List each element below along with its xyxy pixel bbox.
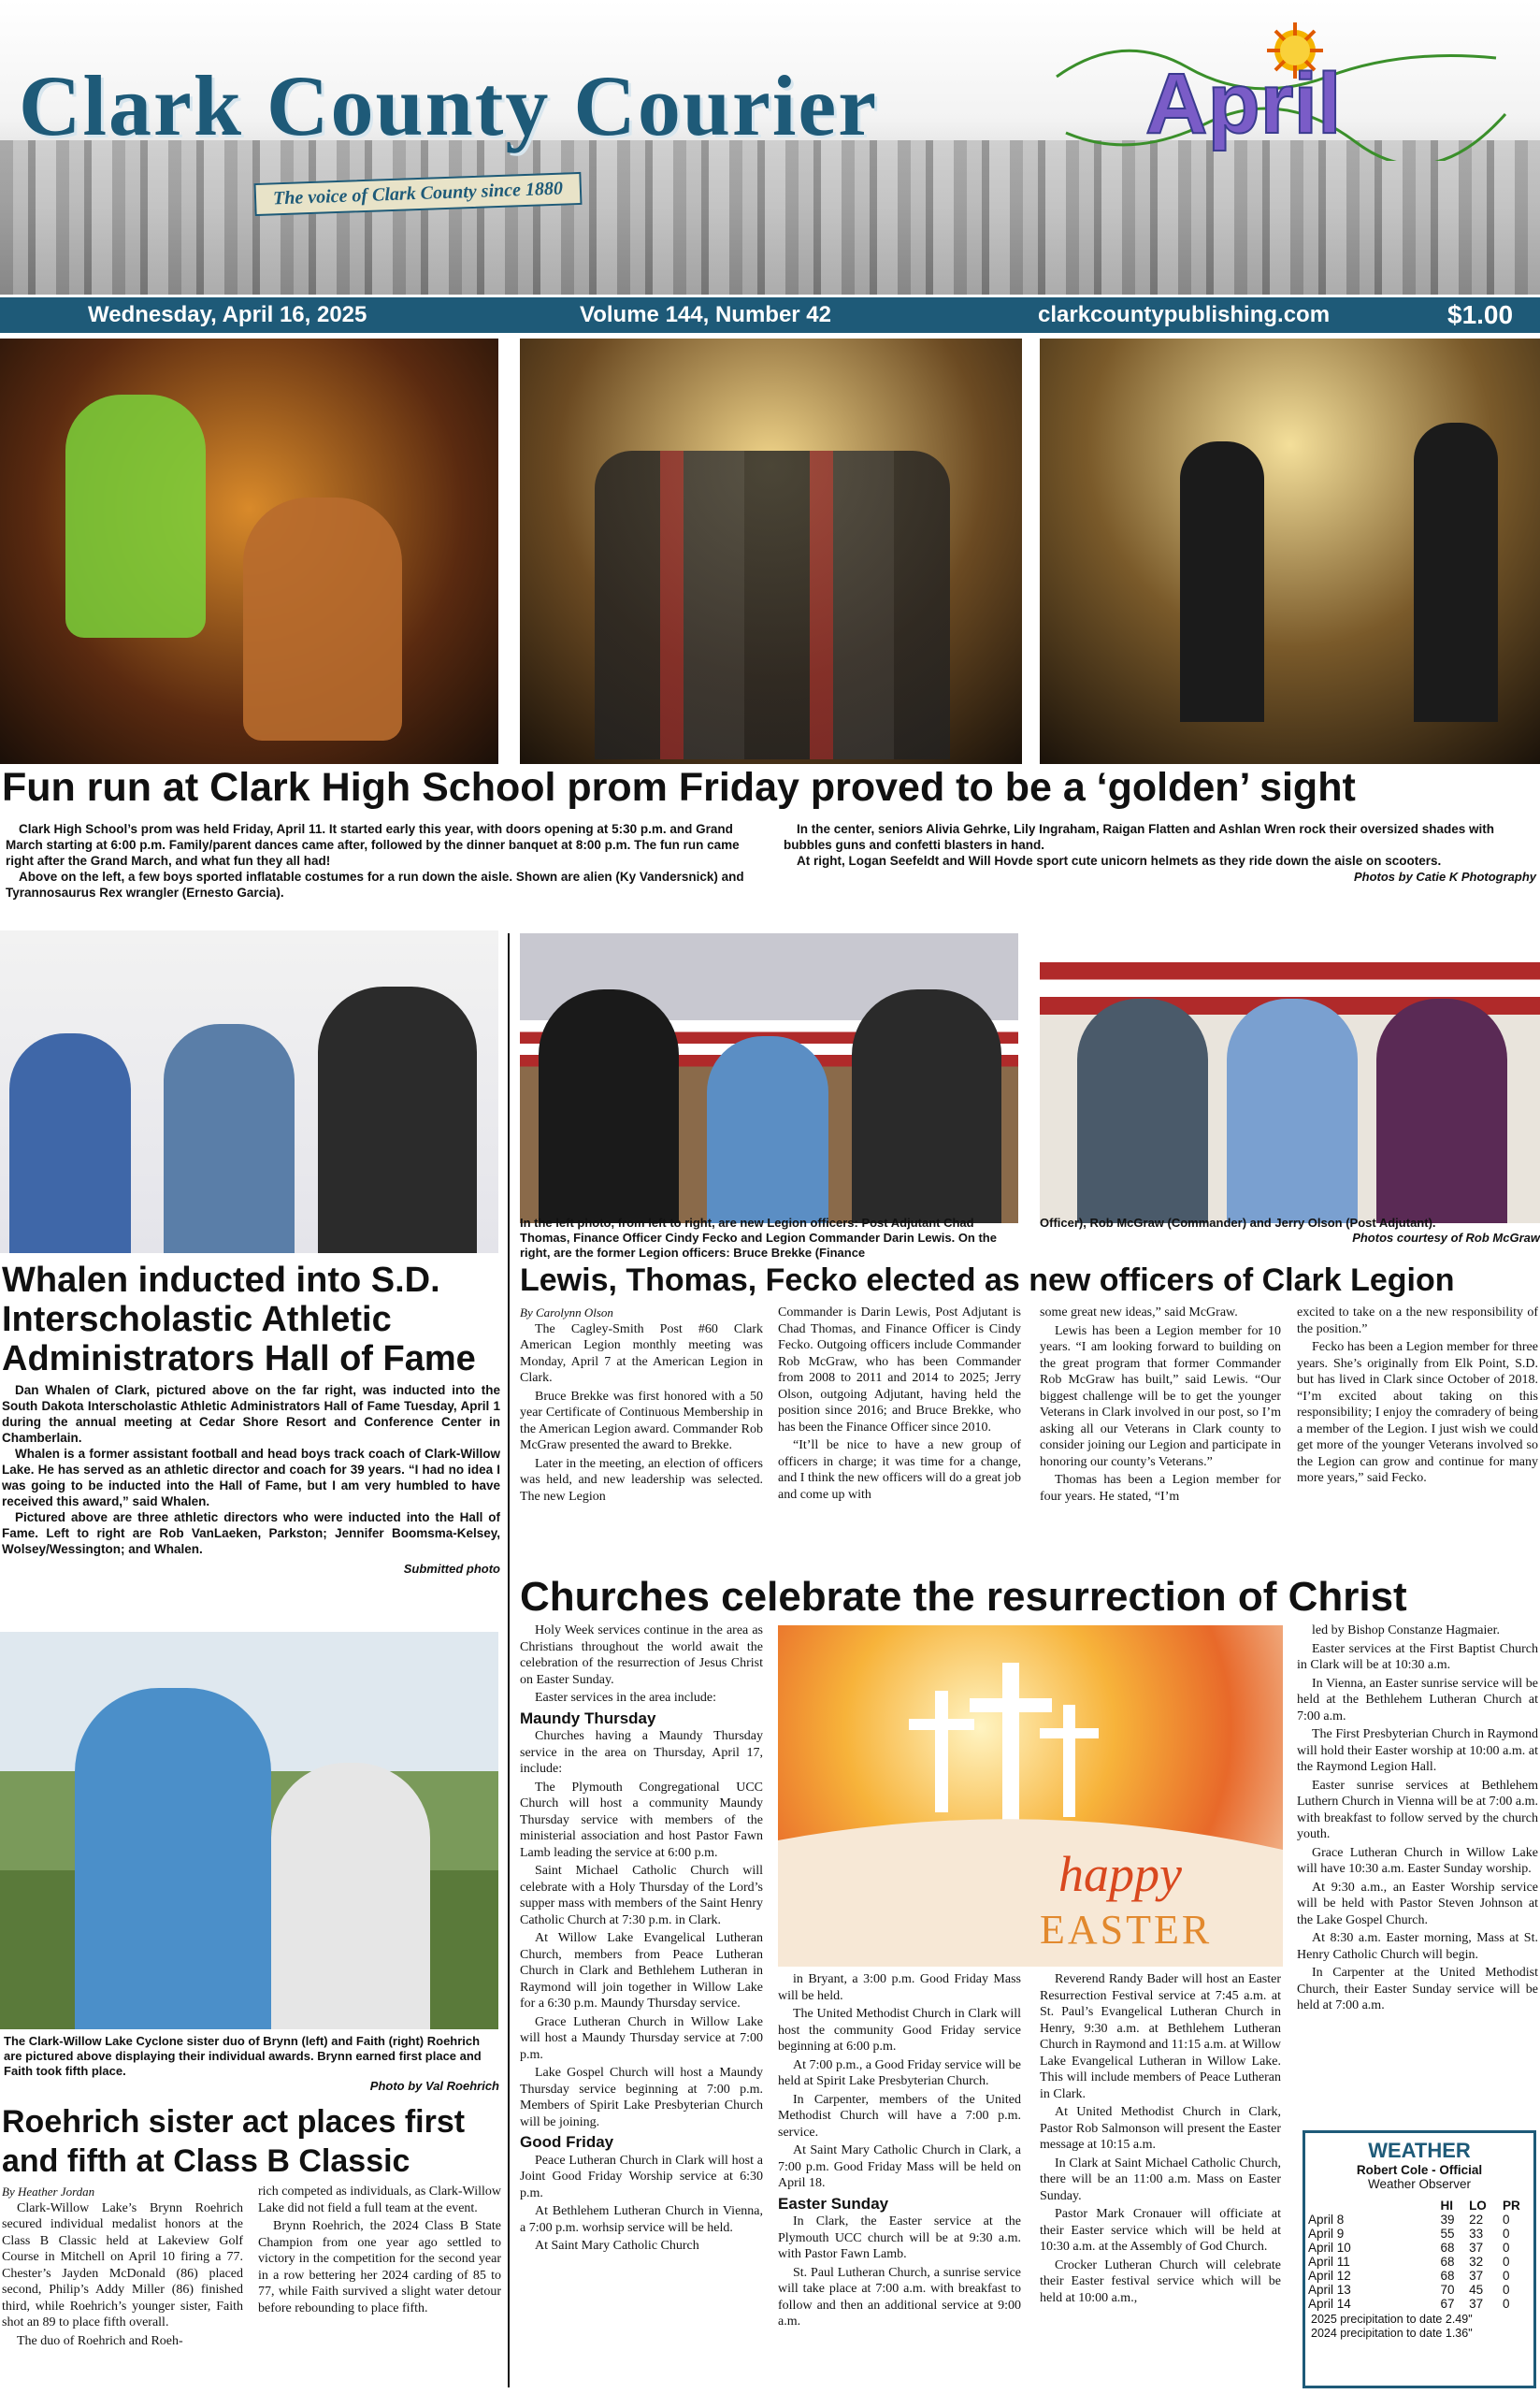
student-silhouette-1	[1180, 441, 1264, 722]
church-paragraph: The United Methodist Church in Clark will host the community Good Friday service beginning at 6:00 p.m.	[778, 2007, 1021, 2054]
church-paragraph: Lake Gospel Church will host a Maundy Thursday service beginning at 7:00 p.m. Members of Spirit Lake Presbyterian Church will be joining.	[520, 2066, 763, 2129]
legion-col2-p1: Commander is Darin Lewis, Post Adjutant is Chad Thomas, and Finance Officer is Cindy Fecko. Outgoing officers include Commander Rob McGraw, who has been Commander from 2008 to 2011 and 2014 to 2025; Jerry Olson, outgoing Adjutant, having held the position since 2016; and Bruce Brekke, who has been the Finance Officer since 2010.	[778, 1305, 1021, 1435]
easter-illustration	[778, 1625, 1283, 1967]
church-paragraph: At 8:30 a.m. Easter morning, Mass at St. Henry Catholic Church will begin.	[1297, 1931, 1538, 1962]
church-paragraph: At Willow Lake Evangelical Lutheran Church, members from Peace Lutheran Church in Clark and Bethlehem Lutheran in Raymond will join together in Willow Lake for a 6:30 p.m. Maundy Thursday service.	[520, 1931, 763, 2011]
column-rule	[508, 933, 510, 2387]
easter-happy-text: happy	[1058, 1846, 1182, 1902]
whalen-p2: Whalen is a former assistant football and head boys track coach of Clark-Willow Lake. He has served as an athletic director and coach for 39 years. “I had no idea I was going to be inducted into the Hall of Fame, but I am very humbled to have received this award,” said Whalen.	[2, 1447, 500, 1508]
golf-caption-text: The Clark-Willow Lake Cyclone sister duo of Brynn (left) and Faith (right) Roehrich are pictured above displaying their individual awards. Brynn earned first place and Faith took fifth place.	[4, 2034, 482, 2078]
church-paragraph: led by Bishop Constanze Hagmaier.	[1312, 1623, 1501, 1637]
weather-day: April 13	[1308, 2283, 1351, 2297]
weather-lo: 37	[1469, 2269, 1484, 2283]
easter-word-text: EASTER	[1040, 1907, 1213, 1953]
officer-2	[707, 1036, 828, 1223]
legion-col2	[778, 1305, 1021, 1505]
church-paragraph: Pastor Mark Cronauer will officiate at their Easter service which will be held at 10:30 a.m. at the Assembly of God Church.	[1040, 2207, 1281, 2254]
legion-photo-former-officers	[1040, 933, 1540, 1223]
weather-pr: 0	[1503, 2269, 1510, 2283]
weather-pr: 0	[1503, 2227, 1510, 2241]
whalen-body	[2, 1382, 500, 1577]
church-paragraph: Easter services in the area include:	[535, 1691, 716, 1705]
weather-day: April 11	[1308, 2255, 1350, 2269]
weather-day: April 9	[1308, 2227, 1345, 2241]
church-paragraph: Grace Lutheran Church in Willow Lake will have 10:30 a.m. Easter Sunday worship.	[1297, 1845, 1538, 1876]
former-officer-3	[1376, 999, 1507, 1223]
weather-day: April 12	[1308, 2269, 1351, 2283]
prom-credit: Photos by Catie K Photography	[1353, 870, 1536, 884]
golf-col1-p2: The duo of Roehrich and Roeh-	[17, 2333, 183, 2348]
legion-col4-p1: excited to take on a the new responsibility of the position.”	[1297, 1305, 1538, 1336]
legion-col1	[520, 1305, 763, 1507]
price: $1.00	[1447, 300, 1514, 329]
legion-caption-right-text: Officer), Rob McGraw (Commander) and Jerry Olson (Post Adjutant).	[1040, 1216, 1436, 1230]
legion-col1-p1: The Cagley-Smith Post #60 Clark American Legion monthly meeting was Monday, April 7 at the American Legion in Clark.	[520, 1321, 763, 1385]
legion-col4-p2: Fecko has been a Legion member for three years. She’s originally from Elk Point, S.D. but has lived in Clark since October of 2018. “I’m excited about taking on this responsibility; I enjoy the comradery of being a member of the Legion. I just wish we could get more of the younger Veterans involved so the Legion can grow and continue for many more years,” said Fecko.	[1297, 1340, 1538, 1485]
weather-lo: 45	[1469, 2283, 1484, 2297]
church-paragraph: At Saint Mary Catholic Church in Clark, a 7:00 p.m. Good Friday Mass will be held on April 18.	[778, 2143, 1021, 2190]
legion-credit: Photos courtesy of Rob McGraw	[1352, 1231, 1540, 1245]
church-paragraph: At 9:30 a.m., an Easter Worship service will be held with Pastor Steven Johnson at the Lake Gospel Church.	[1297, 1880, 1538, 1927]
church-paragraph: in Bryant, a 3:00 p.m. Good Friday Mass will be held.	[778, 1972, 1021, 2003]
brynn-silhouette	[75, 1688, 271, 2029]
legion-col3	[1040, 1305, 1281, 1507]
weather-row	[1305, 2241, 1533, 2255]
weather-row	[1305, 2227, 1533, 2241]
prom-caption-left	[6, 821, 761, 901]
golf-col1	[2, 2184, 243, 2351]
former-officer-1	[1077, 999, 1208, 1223]
golf-byline: By Heather Jordan	[2, 2185, 95, 2199]
church-paragraph: In Vienna, an Easter sunrise service will be held at the Bethlehem Lutheran Church at 7:00 a.m.	[1297, 1676, 1538, 1723]
weather-day: April 10	[1308, 2241, 1351, 2255]
weather-lo: 33	[1469, 2227, 1484, 2241]
church-subhead: Maundy Thursday	[520, 1709, 656, 1727]
golf-col2-p1: rich competed as individuals, as Clark-Willow Lake did not field a full team at the event.	[258, 2185, 501, 2215]
inductee-2	[164, 1024, 295, 1253]
prom-caption-right-p2: At right, Logan Seefeldt and Will Hovde sport cute unicorn helmets as they ride down the aisle on scooters.	[797, 854, 1442, 868]
golf-col2-p2: Brynn Roehrich, the 2024 Class B State Champion from one year ago settled to victory in the competition for the second year in a row bettering her 2024 carding of 85 to 77, while Faith survived a slight water detour before rebounding to place fifth.	[258, 2219, 501, 2315]
church-paragraph: In Carpenter at the United Methodist Church, their Easter Sunday service will be held at 7:00 a.m.	[1297, 1966, 1538, 2012]
weather-hi: 39	[1440, 2213, 1455, 2227]
april-month-art	[1047, 21, 1515, 161]
seniors-group-shape	[595, 451, 950, 759]
churches-col4	[1297, 1622, 1538, 2016]
inductee-3	[318, 987, 477, 1253]
churches-col1	[520, 1622, 763, 2257]
church-paragraph: Grace Lutheran Church in Willow Lake will host a Maundy Thursday service at 7:00 p.m.	[520, 2014, 763, 2062]
church-paragraph: St. Paul Lutheran Church, a sunrise service will take place at 7:00 a.m. with breakfast to follow and then an additional service at 9:00 a.m.	[778, 2265, 1021, 2329]
weather-hi: 67	[1440, 2297, 1455, 2311]
weather-pr: 0	[1503, 2283, 1510, 2297]
weather-pr: 0	[1503, 2297, 1510, 2311]
church-paragraph: Churches having a Maundy Thursday service in the area on Thursday, April 17, include:	[520, 1729, 763, 1776]
weather-header-pr: PR	[1503, 2199, 1520, 2213]
whalen-p3: Pictured above are three athletic directors who were inducted into the Hall of Fame. Left to right are Rob VanLaeken, Parkston; Jennifer Boomsma-Kelsey, Wolsey/Wessington; and Whalen.	[2, 1510, 500, 1556]
issue-date: Wednesday, April 16, 2025	[88, 302, 367, 327]
church-paragraph: Crocker Lutheran Church will celebrate their Easter festival service which will be held at 10:00 a.m.,	[1040, 2257, 1281, 2305]
inductee-1	[9, 1033, 131, 1253]
weather-hi: 68	[1440, 2255, 1455, 2269]
legion-photo-new-officers	[520, 933, 1018, 1223]
april-letters: April	[1145, 56, 1342, 151]
church-paragraph: Easter services at the First Baptist Church in Clark will be at 10:30 a.m.	[1297, 1641, 1538, 1672]
church-subhead: Easter Sunday	[778, 2194, 889, 2213]
legion-col2-p2: “It’ll be nice to have a new group of officers in charge; it was time for a change, and I think the new officers will do a great job and come up with	[778, 1438, 1021, 1502]
churches-col3	[1040, 1971, 1281, 2308]
church-paragraph: The Plymouth Congregational UCC Church will host a community Maundy Thursday service with members of the ministerial association and host Pastor Fawn Lamb leading the service at 6:00 p.m.	[520, 1780, 763, 1860]
tagline: The voice of Clark County since 1880	[253, 172, 582, 216]
legion-col1-p3: Later in the meeting, an election of officers was held, and new leadership was selected. The new Legion	[520, 1456, 763, 1504]
church-paragraph: The First Presbyterian Church in Raymond will hold their Easter worship at 10:00 a.m. at the Raymond Legion Hall.	[1297, 1727, 1538, 1774]
website-link[interactable]: clarkcountypublishing.com	[1038, 302, 1331, 327]
officer-3	[852, 989, 1001, 1223]
weather-pr: 0	[1503, 2241, 1510, 2255]
weather-header-hi: HI	[1440, 2199, 1454, 2213]
church-paragraph: Peace Lutheran Church in Clark will host a Joint Good Friday Worship service at 6:30 p.m.	[520, 2153, 763, 2200]
prom-caption-right	[784, 821, 1536, 885]
weather-row	[1305, 2213, 1533, 2227]
legion-col1-p2: Bruce Brekke was first honored with a 50 year Certificate of Continuous Membership in the American Legion award. Commander Rob McGraw presented the award to Brekke.	[520, 1389, 763, 1452]
churches-headline: Churches celebrate the resurrection of Christ	[520, 1574, 1407, 1620]
weather-lo: 37	[1469, 2297, 1484, 2311]
issue-volume: Volume 144, Number 42	[580, 302, 831, 327]
precip-2025-label: 2025 precipitation to date	[1311, 2313, 1443, 2326]
precip-2024-value: 1.36"	[1445, 2327, 1473, 2340]
weather-day: April 14	[1308, 2297, 1351, 2311]
dinosaur-costume-shape	[243, 498, 402, 741]
weather-header-lo: LO	[1469, 2199, 1487, 2213]
church-paragraph: At Saint Mary Catholic Church	[535, 2239, 699, 2253]
weather-hi: 70	[1440, 2283, 1455, 2297]
church-paragraph: Reverend Randy Bader will host an Easter Resurrection Festival service at 7:45 a.m. at St. Paul’s Evangelical Lutheran Church in Henry, 9:30 a.m. at Bethlehem Lutheran Church in Raymond and 11:15 a.m. at Willow Lake Evangelical Lutheran in Willow Lake. This will include members of Peace Lutheran in Clark.	[1040, 1972, 1282, 2101]
weather-row	[1305, 2297, 1533, 2311]
precip-2025-value: 2.49"	[1445, 2313, 1473, 2326]
prom-caption-left-p2: Above on the left, a few boys sported inflatable costumes for a run down the aisle. Shown are alien (Ky Vandersnick) and Tyrannosaurus Rex wrangler (Ernesto Garcia).	[6, 870, 744, 900]
legion-caption-right	[1040, 1216, 1540, 1246]
newspaper-title: Clark County Courier	[19, 58, 879, 153]
weather-title: WEATHER	[1368, 2139, 1471, 2162]
whalen-headline: Whalen inducted into S.D. Interscholastic Athletic Administrators Hall of Fame	[2, 1261, 476, 1378]
weather-lo: 22	[1469, 2213, 1484, 2227]
weather-precip-2024	[1311, 2327, 1528, 2341]
legion-caption-left: In the left photo, from left to right, are new Legion officers: Post Adjutant Chad Thomas, Finance Officer Cindy Fecko and Legion Commander Darin Lewis. On the right, are the former Legion officers: Bruce Brekke (Finance	[520, 1216, 997, 1260]
weather-hi: 68	[1440, 2269, 1455, 2283]
weather-observer: Robert Cole - Official	[1356, 2163, 1483, 2177]
golf-col2	[258, 2184, 501, 2318]
legion-headline: Lewis, Thomas, Fecko elected as new officers of Clark Legion	[520, 1262, 1455, 1298]
prom-photo-center	[520, 339, 1022, 764]
whalen-photo	[0, 930, 498, 1253]
weather-precip-2025	[1311, 2313, 1528, 2327]
whalen-credit: Submitted photo	[403, 1562, 500, 1576]
historic-townscape-image	[0, 140, 1540, 295]
golf-headline: Roehrich sister act places first and fifth at Class B Classic	[2, 2104, 466, 2179]
weather-hi: 68	[1440, 2241, 1455, 2255]
church-paragraph: At 7:00 p.m., a Good Friday service will be held at Spirit Lake Presbyterian Church.	[778, 2057, 1021, 2088]
weather-box	[1303, 2130, 1536, 2388]
weather-row	[1305, 2283, 1533, 2297]
faith-silhouette	[271, 1763, 430, 2029]
weather-row	[1305, 2255, 1533, 2269]
student-silhouette-2	[1414, 423, 1498, 722]
church-paragraph: Holy Week services continue in the area as Christians throughout the world await the celebration of the resurrection of Jesus Christ on Easter Sunday.	[520, 1623, 763, 1687]
weather-table	[1305, 2199, 1533, 2311]
church-paragraph: Easter sunrise services at Bethlehem Luthern Church in Vienna will be at 7:00 a.m. with breakfast to follow served by the church youth.	[1297, 1778, 1538, 1841]
precip-2024-label: 2024 precipitation to date	[1311, 2327, 1443, 2340]
former-officer-2	[1227, 999, 1358, 1223]
golf-credit: Photo by Val Roehrich	[369, 2079, 499, 2093]
prom-caption-left-p1: Clark High School’s prom was held Friday, April 11. It started early this year, with doors opening at 5:30 p.m. and Grand March starting at 6:00 p.m. Family/parent dances came after, followed by the dinner banquet at 8:00 p.m. The fun run came right after the Grand March, and what fun they all had!	[6, 822, 740, 868]
prom-headline: Fun run at Clark High School prom Friday proved to be a ‘golden’ sight	[2, 765, 1356, 810]
weather-pr: 0	[1503, 2213, 1510, 2227]
weather-pr: 0	[1503, 2255, 1510, 2269]
prom-photo-right	[1040, 339, 1540, 764]
weather-row	[1305, 2269, 1533, 2283]
legion-col4	[1297, 1305, 1538, 1489]
legion-byline: By Carolynn Olson	[520, 1305, 613, 1320]
weather-footer	[1305, 2311, 1533, 2343]
golf-col1-p1: Clark-Willow Lake’s Brynn Roehrich secured individual medalist honors at the Class B Classic held at Lakeview Golf Course in Mitchell on April 10 firing a 77. Chester’s Jayden McDonald (86) placed second, Philip’s Addy Miller (86) finished third, while Roehrich’s younger sister, Faith shot an 89 to place fifth overall.	[2, 2200, 243, 2329]
date-bar	[0, 297, 1540, 333]
legion-col3-p1: some great new ideas,” said McGraw.	[1040, 1305, 1238, 1320]
prom-caption-right-p1: In the center, seniors Alivia Gehrke, Lily Ingraham, Raigan Flatten and Ashlan Wren rock their oversized shades with bubbles guns and confetti blasters in hand.	[784, 822, 1494, 852]
golf-caption	[4, 2034, 499, 2094]
masthead	[0, 0, 1540, 295]
church-paragraph: In Carpenter, members of the United Methodist Church will have a 7:00 p.m. service.	[778, 2092, 1021, 2140]
legion-col3-p3: Thomas has been a Legion member for four years. He stated, “I’m	[1040, 1473, 1281, 1504]
weather-lo: 37	[1469, 2241, 1484, 2255]
church-paragraph: In Clark at Saint Michael Catholic Church, there will be an 11:00 a.m. Mass on Easter Sunday.	[1040, 2156, 1281, 2203]
whalen-p1: Dan Whalen of Clark, pictured above on the far right, was inducted into the South Dakota Interscholastic Athletic Administrators Hall of Fame Tuesday, April 1 during the annual meeting at Cedar Shore Resort and Conference Center in Chamberlain.	[2, 1383, 500, 1445]
weather-lo: 32	[1469, 2255, 1484, 2269]
churches-col2	[778, 1971, 1021, 2332]
golf-photo	[0, 1632, 498, 2029]
alien-costume-shape	[65, 395, 206, 638]
weather-observer-title: Weather Observer	[1367, 2177, 1472, 2191]
church-paragraph: In Clark, the Easter service at the Plymouth UCC church will be at 9:30 a.m. with Pastor Fawn Lamb.	[778, 2214, 1021, 2261]
prom-photo-left	[0, 339, 498, 764]
weather-day: April 8	[1308, 2213, 1345, 2227]
church-paragraph: At United Methodist Church in Clark, Pastor Rob Salmonson will present the Easter message at 10:15 a.m.	[1040, 2105, 1281, 2152]
church-paragraph: Saint Michael Catholic Church will celebrate with a Holy Thursday of the Lord’s supper mass with members of the Saint Henry Catholic Church at 7:30 p.m. in Clark.	[520, 1864, 763, 1927]
church-subhead: Good Friday	[520, 2133, 614, 2151]
officer-1	[539, 989, 679, 1223]
weather-hi: 55	[1440, 2227, 1455, 2241]
legion-col3-p2: Lewis has been a Legion member for 10 years. “I am looking forward to building on the great program that former Commander Rob McGraw has built,” said Lewis. “Our biggest challenge will be to get the younger Veterans in Clark involved in our post, so I’m asking all our Veterans in Clark county to consider joining our Legion and participate in honoring our county’s Veterans.”	[1040, 1323, 1281, 1469]
church-paragraph: At Bethlehem Lutheran Church in Vienna, a 7:00 p.m. worhsip service will be held.	[520, 2204, 763, 2235]
